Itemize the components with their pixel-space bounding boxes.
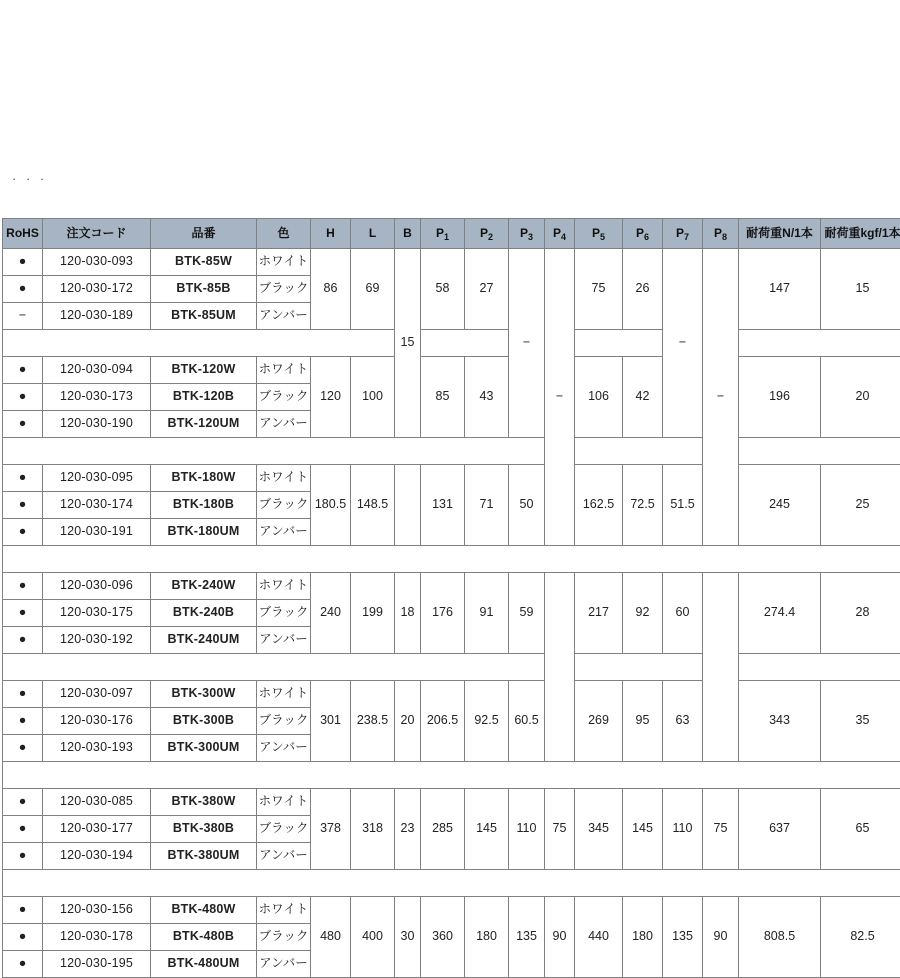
order-code: 120-030-095 [43,465,151,492]
column-header-p8 [703,219,739,249]
color-name: ホワイト [257,681,311,708]
value-kgf: 35 [821,681,900,762]
part-number: BTK-120UM [151,411,257,438]
part-number: BTK-380UM [151,843,257,870]
value-P7: 135 [663,897,703,978]
value-P7: 63 [663,681,703,762]
group-separator [3,438,900,465]
value-P1: 85 [421,357,465,438]
rohs-mark: ● [3,735,43,762]
value-N: 147 [739,249,821,330]
part-number: BTK-120B [151,384,257,411]
value-H: 240 [311,573,351,654]
column-header-h: H [311,219,351,249]
header-subscript: 3 [528,232,533,242]
value-N: 196 [739,357,821,438]
value-P4: 75 [545,789,575,870]
group-separator-cell [3,762,900,789]
value-P1: 360 [421,897,465,978]
value-P1: 131 [421,465,465,546]
column-header-p7 [663,219,703,249]
color-name: ブラック [257,708,311,735]
part-number: BTK-180B [151,492,257,519]
value-P3: − [509,249,545,438]
order-code: 120-030-096 [43,573,151,600]
value-P3: 135 [509,897,545,978]
color-name: ホワイト [257,897,311,924]
header-subscript: 1 [444,232,449,242]
header-label: P [592,226,600,240]
group-separator-cell [3,546,900,573]
color-name: アンバー [257,951,311,978]
value-L: 148.5 [351,465,395,546]
value-P2: 43 [465,357,509,438]
part-number: BTK-380B [151,816,257,843]
column-header-p6 [623,219,663,249]
value-P6: 95 [623,681,663,762]
value-N: 343 [739,681,821,762]
color-name: アンバー [257,411,311,438]
value-P2: 27 [465,249,509,330]
group-separator-cell [3,438,900,465]
decorative-dots: · · · [12,172,47,185]
part-number: BTK-480B [151,924,257,951]
group-separator [3,654,900,681]
group-separator [3,546,900,573]
spec-table [2,218,900,978]
column-header-n1: 耐荷重N/1本 [739,219,821,249]
value-P6: 26 [623,249,663,330]
color-name: ホワイト [257,465,311,492]
rohs-mark: − [3,303,43,330]
order-code: 120-030-176 [43,708,151,735]
order-code: 120-030-156 [43,897,151,924]
value-L: 318 [351,789,395,870]
value-P5: 162.5 [575,465,623,546]
value-P2: 92.5 [465,681,509,762]
header-subscript: 5 [600,232,605,242]
header-subscript: 6 [644,232,649,242]
part-number: BTK-480W [151,897,257,924]
value-L: 69 [351,249,395,330]
value-P8: 75 [703,789,739,870]
part-number: BTK-480UM [151,951,257,978]
column-header-kgf1: 耐荷重kgf/1本 [821,219,900,249]
rohs-mark: ● [3,681,43,708]
column-header-p4 [545,219,575,249]
table-header-row [3,219,900,249]
rohs-mark: ● [3,897,43,924]
table-row[interactable] [3,681,900,708]
order-code: 120-030-190 [43,411,151,438]
order-code: 120-030-189 [43,303,151,330]
color-name: アンバー [257,735,311,762]
part-number: BTK-300W [151,681,257,708]
value-B: 23 [395,789,421,870]
rohs-mark: ● [3,519,43,546]
order-code: 120-030-085 [43,789,151,816]
value-P5: 217 [575,573,623,654]
group-separator-cell [3,870,900,897]
value-H: 120 [311,357,351,438]
value-L: 100 [351,357,395,438]
table-row[interactable] [3,789,900,816]
rohs-mark: ● [3,951,43,978]
group-separator-cell [3,654,900,681]
value-B: 30 [395,897,421,978]
value-H: 378 [311,789,351,870]
value-P2: 71 [465,465,509,546]
value-N: 245 [739,465,821,546]
rohs-mark: ● [3,789,43,816]
rohs-mark: ● [3,411,43,438]
table-row[interactable] [3,897,900,924]
table-row[interactable] [3,465,900,492]
color-name: ホワイト [257,573,311,600]
header-label: P [520,226,528,240]
order-code: 120-030-192 [43,627,151,654]
order-code: 120-030-172 [43,276,151,303]
value-H: 86 [311,249,351,330]
part-number: BTK-120W [151,357,257,384]
part-number: BTK-85UM [151,303,257,330]
group-separator [3,330,900,357]
color-name: ブラック [257,492,311,519]
value-P2: 180 [465,897,509,978]
order-code: 120-030-194 [43,843,151,870]
color-name: アンバー [257,303,311,330]
group-separator-cell [3,330,900,357]
value-P5: 106 [575,357,623,438]
value-kgf: 65 [821,789,900,870]
column-header-l: L [351,219,395,249]
value-P7: − [663,249,703,438]
value-P6: 145 [623,789,663,870]
rohs-mark: ● [3,249,43,276]
value-H: 301 [311,681,351,762]
part-number: BTK-180W [151,465,257,492]
column-header-: 注文コード [43,219,151,249]
value-B [395,465,421,546]
spec-table-container [2,218,898,978]
header-label: P [480,226,488,240]
column-header-: 色 [257,219,311,249]
header-subscript: 4 [561,232,566,242]
value-P3: 60.5 [509,681,545,762]
value-P8: − [703,249,739,546]
header-label: P [636,226,644,240]
part-number: BTK-300B [151,708,257,735]
header-subscript: 8 [722,232,727,242]
value-P8: 90 [703,897,739,978]
group-separator [3,762,900,789]
rohs-mark: ● [3,384,43,411]
color-name: ブラック [257,924,311,951]
order-code: 120-030-093 [43,249,151,276]
rohs-mark: ● [3,276,43,303]
order-code: 120-030-178 [43,924,151,951]
order-code: 120-030-175 [43,600,151,627]
order-code: 120-030-094 [43,357,151,384]
header-label: P [714,226,722,240]
value-N: 274.4 [739,573,821,654]
value-P3: 59 [509,573,545,654]
order-code: 120-030-174 [43,492,151,519]
value-P3: 50 [509,465,545,546]
header-label: P [676,226,684,240]
value-N: 808.5 [739,897,821,978]
value-P6: 42 [623,357,663,438]
rohs-mark: ● [3,357,43,384]
value-kgf: 25 [821,465,900,546]
rohs-mark: ● [3,627,43,654]
part-number: BTK-240B [151,600,257,627]
value-P5: 345 [575,789,623,870]
value-L: 238.5 [351,681,395,762]
value-L: 199 [351,573,395,654]
rohs-mark: ● [3,708,43,735]
column-header-b: B [395,219,421,249]
color-name: アンバー [257,519,311,546]
order-code: 120-030-193 [43,735,151,762]
value-P4: 90 [545,897,575,978]
part-number: BTK-380W [151,789,257,816]
color-name: アンバー [257,843,311,870]
value-B: 18 [395,573,421,654]
table-row[interactable] [3,357,900,384]
value-kgf: 15 [821,249,900,330]
value-P2: 91 [465,573,509,654]
value-P1: 206.5 [421,681,465,762]
color-name: ブラック [257,600,311,627]
rohs-mark: ● [3,465,43,492]
color-name: ブラック [257,384,311,411]
color-name: アンバー [257,627,311,654]
value-P7: 51.5 [663,465,703,546]
header-label: P [436,226,444,240]
value-P6: 92 [623,573,663,654]
column-header-p5 [575,219,623,249]
header-label: P [553,226,561,240]
rohs-mark: ● [3,924,43,951]
rohs-mark: ● [3,600,43,627]
color-name: ブラック [257,816,311,843]
order-code: 120-030-191 [43,519,151,546]
value-P7: 60 [663,573,703,654]
color-name: ブラック [257,276,311,303]
value-P1: 58 [421,249,465,330]
value-kgf: 20 [821,357,900,438]
value-kgf: 28 [821,573,900,654]
group-separator [3,870,900,897]
value-N: 637 [739,789,821,870]
value-P7: 110 [663,789,703,870]
part-number: BTK-240W [151,573,257,600]
color-name: ホワイト [257,789,311,816]
order-code: 120-030-097 [43,681,151,708]
value-kgf: 82.5 [821,897,900,978]
value-H: 480 [311,897,351,978]
value-P5: 75 [575,249,623,330]
value-P3: 110 [509,789,545,870]
value-P5: 269 [575,681,623,762]
value-P5: 440 [575,897,623,978]
part-number: BTK-180UM [151,519,257,546]
value-L: 400 [351,897,395,978]
value-P1: 285 [421,789,465,870]
column-header-p3 [509,219,545,249]
rohs-mark: ● [3,816,43,843]
column-header-rohs: RoHS [3,219,43,249]
value-H: 180.5 [311,465,351,546]
value-P6: 72.5 [623,465,663,546]
table-row[interactable] [3,573,900,600]
value-P1: 176 [421,573,465,654]
rohs-mark: ● [3,573,43,600]
order-code: 120-030-177 [43,816,151,843]
value-P6: 180 [623,897,663,978]
part-number: BTK-240UM [151,627,257,654]
value-P2: 145 [465,789,509,870]
part-number: BTK-85B [151,276,257,303]
value-B: 15 [395,249,421,438]
header-subscript: 2 [488,232,493,242]
color-name: ホワイト [257,249,311,276]
column-header-p2 [465,219,509,249]
header-subscript: 7 [684,232,689,242]
order-code: 120-030-195 [43,951,151,978]
value-P4: − [545,249,575,546]
value-B: 20 [395,681,421,762]
table-row[interactable] [3,249,900,276]
column-header-: 品番 [151,219,257,249]
part-number: BTK-300UM [151,735,257,762]
color-name: ホワイト [257,357,311,384]
rohs-mark: ● [3,492,43,519]
rohs-mark: ● [3,843,43,870]
part-number: BTK-85W [151,249,257,276]
order-code: 120-030-173 [43,384,151,411]
column-header-p1 [421,219,465,249]
